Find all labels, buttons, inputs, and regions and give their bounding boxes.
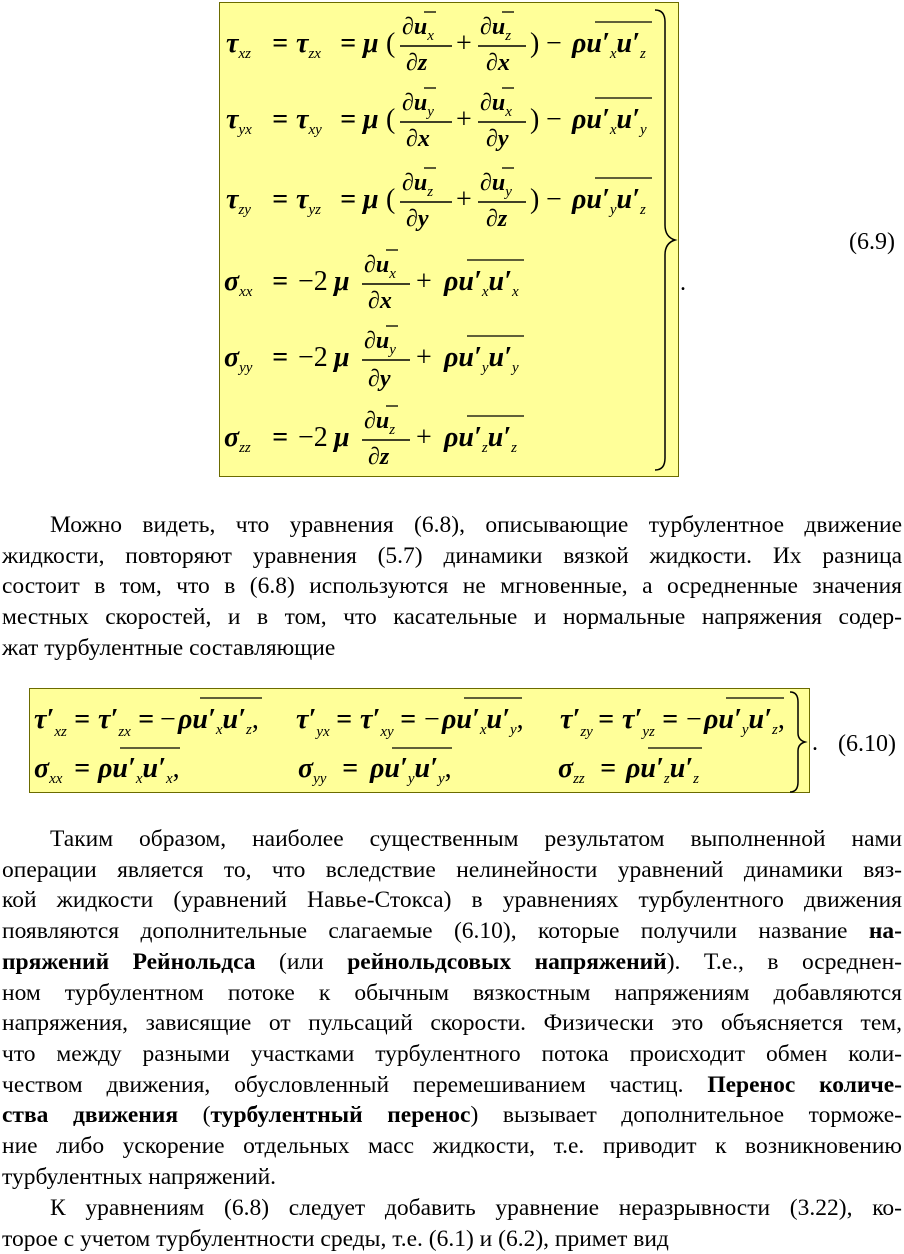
svg-text:ρu′yu′y,: $\rho u'_yu'_y$, — [370, 753, 452, 787]
svg-text:∂uz: $\partial u_z$ — [402, 170, 434, 200]
svg-text:τxz: $\tau_{xz}$ — [226, 28, 251, 62]
bold-term: пряжений Рейнольдса — [2, 948, 256, 975]
svg-text:=: = — [272, 266, 288, 297]
svg-text:(: ( — [386, 184, 396, 215]
svg-text:σxx: $\sigma_{xx}$ — [224, 266, 253, 300]
paragraph-line: кой жидкости (уравнений Навье-Стокса) в уравнениях турбулентного движения — [2, 887, 902, 914]
bold-term: турбулентный перенос — [210, 1102, 471, 1129]
svg-text:σyy: $\sigma_{yy}$ — [224, 342, 253, 376]
svg-text:+: + — [416, 266, 432, 297]
eq-reynolds-normal — [34, 748, 702, 787]
text-run: ). Т.е., в осреднен- — [666, 948, 902, 975]
svg-text:=: = — [272, 342, 288, 373]
svg-text:+: + — [456, 28, 472, 59]
svg-text:=: = — [272, 184, 288, 215]
svg-text:ρu′zu′z: $\rho u'_zu'_z$ — [444, 422, 518, 456]
paragraph-line: что между разными участками турбулентного потока происходит обмен коли- — [2, 1040, 902, 1067]
svg-text:ρu′xu′x,: $\rho u'_xu'_x$, — [98, 753, 180, 787]
svg-text:=: = — [272, 422, 288, 453]
svg-text:τ′xy: $\tau'_{xy}$ — [360, 704, 394, 740]
svg-text:−2: −2 — [298, 422, 328, 453]
svg-text:ρu′yu′y: $\rho u'_yu'_y$ — [444, 342, 519, 376]
paragraph-line: К уравнениям (6.8) следует добавить уравнение неразрывности (3.22), ко- — [50, 1195, 902, 1221]
svg-text:μ: μ — [334, 266, 350, 297]
svg-text:−: − — [686, 704, 702, 735]
svg-text:∂x: ∂x — [406, 126, 430, 152]
text-run: ) вызывает дополнительное торможе- — [470, 1102, 902, 1129]
svg-text:τxy: $\tau_{xy}$ — [296, 104, 322, 138]
paragraph-line: ном турбулентном потоке к обычным вязкостным напряжениям добавляются — [2, 979, 902, 1006]
svg-text:−2: −2 — [298, 342, 328, 373]
text-run: (или — [255, 948, 348, 975]
bold-term: ства движения — [2, 1102, 179, 1129]
svg-text:−: − — [546, 28, 562, 59]
svg-text:=: = — [340, 184, 356, 215]
equation-number-6-9: (6.9) — [849, 229, 895, 255]
bold-term: рейнольдсовых напряжений — [347, 948, 667, 975]
svg-text:−: − — [546, 184, 562, 215]
paragraph-line: местных скоростей, и в том, что касательные и нормальные напряжения содер- — [2, 604, 902, 631]
svg-text:τ′zy: $\tau'_{zy}$ — [560, 704, 593, 740]
svg-text:=: = — [138, 704, 154, 735]
svg-text:−: − — [546, 104, 562, 135]
svg-text:∂uy: $\partial u_y$ — [402, 90, 434, 120]
svg-text:τyz: $\tau_{yz}$ — [296, 184, 321, 218]
paragraph-line: турбулентных напряжений. — [2, 1163, 277, 1190]
svg-text:+: + — [416, 422, 432, 453]
svg-text:ρu′xu′x: $\rho u'_xu'_x$ — [444, 266, 519, 300]
svg-text:.: . — [680, 270, 686, 296]
svg-text:∂ux: $\partial u_x$ — [402, 14, 434, 44]
paragraph-line — [2, 947, 902, 978]
svg-text:): ) — [530, 184, 540, 215]
svg-text:∂ux: $\partial u_x$ — [364, 252, 396, 282]
svg-text:∂uz: $\partial u_z$ — [364, 408, 396, 438]
svg-text:=: = — [272, 104, 288, 135]
svg-text:∂z: ∂z — [368, 444, 390, 470]
paragraph-line: торое с учетом турбулентности среды, т.е. (6.1) и (6.2), примет вид — [2, 1225, 669, 1252]
text-run: появляются дополнительные слагаемые (6.10), которые получили название — [2, 918, 869, 945]
svg-text:∂z: ∂z — [406, 50, 428, 76]
svg-text:∂uy: $\partial u_y$ — [480, 170, 512, 200]
svg-text:τ′xz: $\tau'_{xz}$ — [34, 704, 67, 740]
svg-text:=: = — [74, 753, 90, 784]
svg-text:∂uz: $\partial u_z$ — [480, 14, 512, 44]
svg-text:∂y: ∂y — [486, 126, 509, 152]
svg-text:τ′yz: $\tau'_{yz}$ — [622, 704, 655, 740]
svg-text:τyx: $\tau_{yx}$ — [226, 104, 252, 138]
svg-text:∂y: ∂y — [368, 366, 391, 392]
svg-text:=: = — [340, 104, 356, 135]
svg-text:σzz: $\sigma_{zz}$ — [224, 422, 251, 456]
svg-text:): ) — [530, 104, 540, 135]
paragraph-line: жат турбулентные составляющие — [2, 634, 336, 661]
svg-text:ρu′yu′z: $\rho u'_yu'_z$ — [572, 184, 646, 218]
svg-text:ρu′zu′z: $\rho u'_zu'_z$ — [626, 753, 700, 787]
svg-text:∂y: ∂y — [406, 206, 429, 232]
svg-text:+: + — [456, 104, 472, 135]
svg-text:μ: μ — [334, 342, 350, 373]
right-brace — [790, 692, 805, 792]
equation-number-6-10: (6.10) — [838, 731, 896, 757]
svg-text:+: + — [456, 184, 472, 215]
svg-text:=: = — [336, 704, 352, 735]
bold-term: Перенос количе- — [707, 1071, 902, 1098]
svg-text:=: = — [272, 28, 288, 59]
svg-text:σzz: $\sigma_{zz}$ — [558, 753, 585, 787]
svg-text:σyy: $\sigma_{yy}$ — [298, 753, 327, 787]
paragraph-line: Таким образом, наиболее существенным результатом выполненной нами — [50, 826, 902, 852]
equation-6-10 — [34, 692, 818, 792]
svg-text:μ: μ — [334, 422, 350, 453]
svg-text:∂x: ∂x — [368, 288, 392, 314]
paragraph-line: операции является то, что вследствие нелинейности уравнений динамики вяз- — [2, 856, 902, 883]
svg-text:ρu′xu′z: $\rho u'_xu'_z$ — [572, 28, 646, 62]
bold-term: на- — [868, 918, 902, 945]
svg-text:=: = — [74, 704, 90, 735]
paragraph-2 — [2, 824, 902, 1192]
svg-text:μ: μ — [363, 104, 379, 135]
paragraph-line — [2, 1100, 902, 1131]
svg-text:∂ux: $\partial u_x$ — [480, 90, 512, 120]
paragraph-line — [2, 916, 902, 947]
svg-text:−2: −2 — [298, 266, 328, 297]
svg-text:=: = — [342, 753, 358, 784]
svg-text:(: ( — [386, 104, 396, 135]
paragraph-line: ние либо ускорение отдельных масс жидкости, т.е. приводит к возникновению — [2, 1133, 902, 1160]
svg-text:ρu′xu′y,: $\rho u'_xu'_y$, — [442, 704, 524, 738]
svg-text:=: = — [662, 704, 678, 735]
svg-text:τ′yx: $\tau'_{yx}$ — [296, 704, 330, 740]
svg-text:=: = — [600, 753, 616, 784]
svg-text:=: = — [400, 704, 416, 735]
svg-text:ρu′xu′z,: $\rho u'_xu'_z$, — [178, 704, 259, 738]
paragraph-line: Можно видеть, что уравнения (6.8), описывающие турбулентное движение — [50, 512, 902, 538]
svg-text:τ′zx: $\tau'_{zx}$ — [98, 704, 131, 740]
svg-text:μ: μ — [363, 28, 379, 59]
svg-text:τzy: $\tau_{zy}$ — [226, 184, 251, 218]
svg-text:=: = — [598, 704, 614, 735]
eq-reynolds-tangential — [34, 698, 785, 740]
svg-text:ρu′yu′z,: $\rho u'_yu'_z$, — [704, 704, 785, 738]
paragraph-line: напряжения, зависящие от пульсаций скорости. Физически это объясняется тем, — [2, 1010, 902, 1037]
svg-text:∂x: ∂x — [486, 50, 510, 76]
text-run: чеством движения, обусловленный перемешиванием частиц. — [2, 1071, 708, 1098]
svg-text:σxx: $\sigma_{xx}$ — [34, 753, 63, 787]
svg-text:): ) — [530, 28, 540, 59]
svg-text:−: − — [160, 704, 176, 735]
svg-text:+: + — [416, 342, 432, 373]
svg-text:.: . — [812, 730, 818, 756]
paragraph-line — [2, 1070, 902, 1101]
svg-text:μ: μ — [363, 184, 379, 215]
svg-text:−: − — [424, 704, 440, 735]
paragraph-line: состоит в том, что в (6.8) используются не мгновенные, а осредненные значения — [2, 573, 902, 600]
svg-text:=: = — [340, 28, 356, 59]
svg-text:∂z: ∂z — [486, 206, 508, 232]
svg-text:ρu′xu′y: $\rho u'_xu'_y$ — [572, 104, 647, 138]
svg-text:(: ( — [386, 28, 396, 59]
svg-text:τzx: $\tau_{zx}$ — [296, 28, 321, 62]
paragraph-line: жидкости, повторяют уравнения (5.7) динамики вязкой жидкости. Их разница — [2, 542, 902, 569]
svg-text:∂uy: $\partial u_y$ — [364, 328, 396, 358]
text-run: ( — [178, 1102, 211, 1129]
